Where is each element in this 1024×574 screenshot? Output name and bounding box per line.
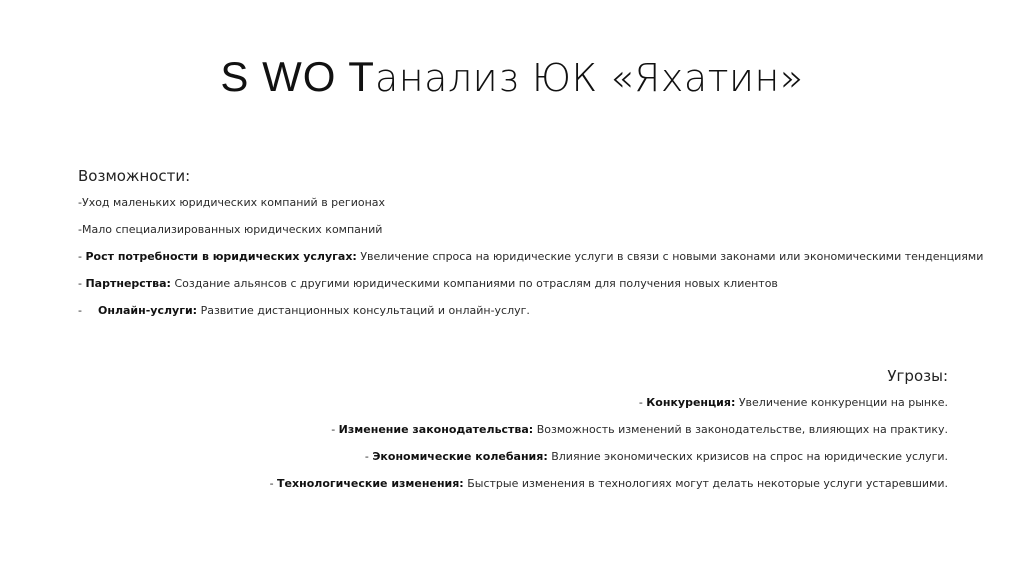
item-dash: - (638, 396, 647, 409)
item-text: Увеличение спроса на юридические услуги в связи с новыми законами или экономическими тенденциями (356, 250, 984, 263)
item-dash: - (78, 223, 82, 236)
opportunities-section (78, 166, 984, 331)
opportunity-item (78, 196, 938, 210)
item-text: Мало специализированных юридических компаний (81, 223, 383, 236)
item-dash: - (331, 423, 339, 436)
item-text: Создание альянсов с другими юридическими компаниями по отраслям для получения новых клиентов (170, 277, 778, 290)
slide-title-latin: S WO T (220, 53, 375, 100)
threats-heading: Угрозы: (887, 367, 948, 385)
threat-item (248, 477, 948, 491)
item-dash: - (269, 477, 278, 490)
item-bold-label: Конкуренция: (646, 396, 736, 409)
slide-title (0, 52, 1024, 103)
item-text: Возможность изменений в законодательстве, влияющих на практику. (533, 423, 948, 436)
opportunity-item (78, 250, 984, 264)
threats-section (248, 366, 948, 504)
threat-item (248, 423, 948, 437)
item-bold-label: Технологические изменения: (277, 477, 464, 490)
threat-item (248, 450, 948, 464)
slide-title-rest: анализ ЮК «Яхатин» (374, 56, 804, 100)
item-dash: - (78, 304, 82, 317)
item-text: Быстрые изменения в технологиях могут делать некоторые услуги устаревшими. (463, 477, 948, 490)
item-bold-label: Партнерства: (85, 277, 171, 290)
item-text: Увеличение конкуренции на рынке. (735, 396, 948, 409)
item-bold-label: Рост потребности в юридических услугах: (85, 250, 357, 263)
item-text: Влияние экономических кризисов на спрос на юридические услуги. (547, 450, 948, 463)
item-dash: - (78, 250, 86, 263)
item-bold-label: Онлайн-услуги: (98, 304, 198, 317)
opportunities-heading: Возможности: (78, 167, 191, 185)
item-bold-label: Экономические колебания: (372, 450, 548, 463)
item-dash: - (78, 277, 86, 290)
item-bold-label: Изменение законодательства: (338, 423, 534, 436)
opportunity-item (78, 223, 938, 237)
opportunity-item (78, 304, 938, 318)
opportunity-item (78, 277, 938, 291)
item-dash: - (78, 196, 82, 209)
item-dash: - (364, 450, 373, 463)
item-text: Развитие дистанционных консультаций и онлайн-услуг. (197, 304, 530, 317)
threat-item (248, 396, 948, 410)
item-text: Уход маленьких юридических компаний в регионах (81, 196, 386, 209)
